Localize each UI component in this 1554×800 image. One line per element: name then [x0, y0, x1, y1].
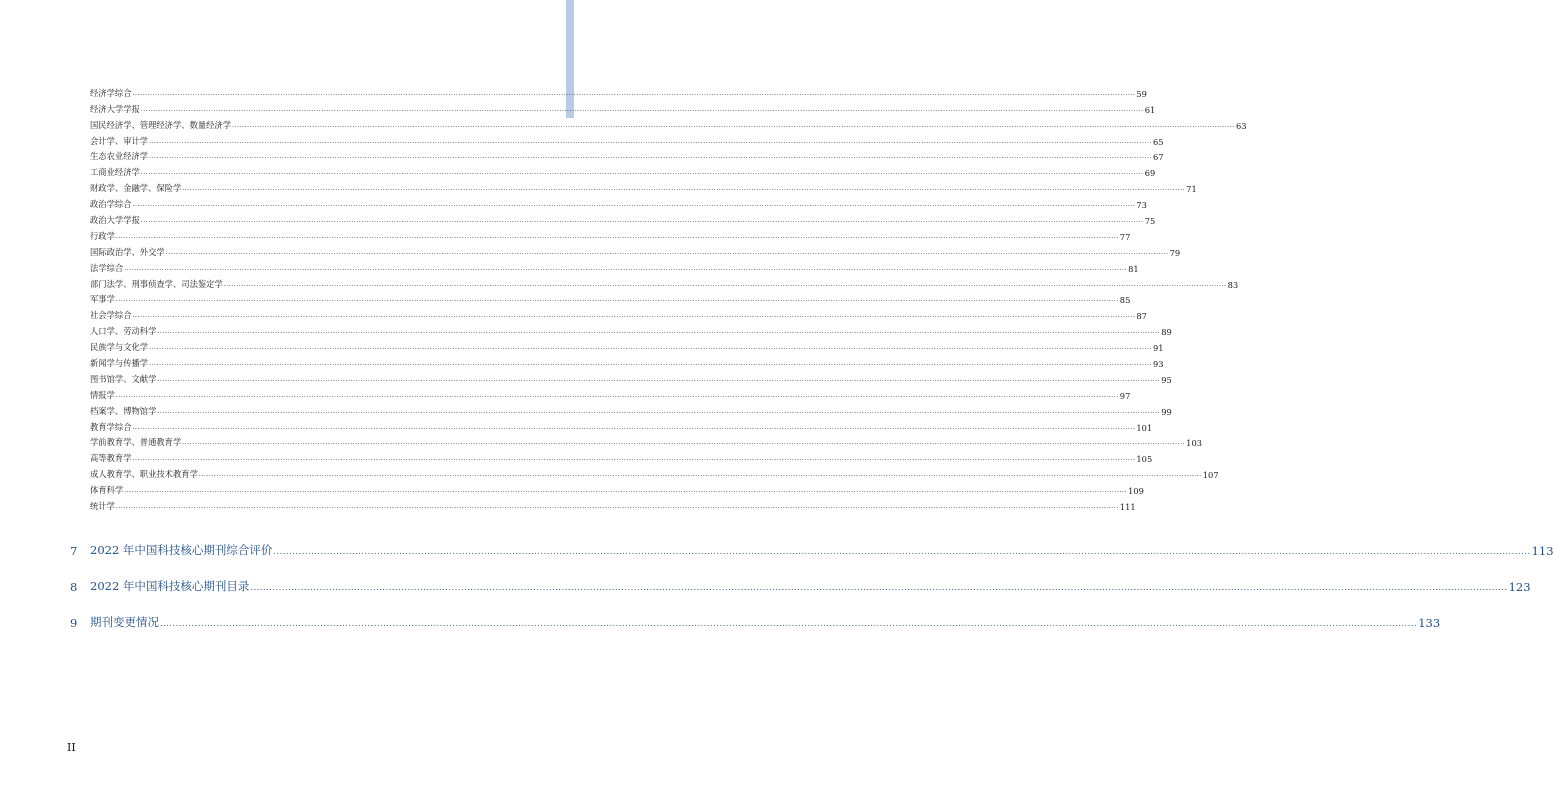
subsection-page-number: 79: [1169, 247, 1181, 258]
section-title: 期刊变更情况: [90, 615, 159, 629]
subsection-title: 工商业经济学: [90, 167, 140, 178]
subsection-title: 行政学: [90, 230, 115, 241]
section-title: 2022 年中国科技核心期刊综合评价: [90, 543, 273, 557]
dot-leader: ................................................................................................................................................................................................................................................................................................................................................................................................................: [182, 185, 1186, 193]
subsection-page-number: 67: [1152, 152, 1164, 163]
dot-leader: ................................................................................................................................................................................................................................................................................................................................................................................................................: [140, 217, 1144, 225]
subsection-entry[interactable]: [90, 353, 1164, 370]
section-entry[interactable]: [70, 558, 1531, 594]
dot-leader: ................................................................................................................................................................................................................................................................................................................................................................................................................: [149, 360, 1152, 368]
subsection-entry[interactable]: [90, 305, 1147, 322]
subsection-page-number: 91: [1152, 343, 1164, 354]
subsection-entry[interactable]: [90, 321, 1172, 338]
subsection-title: 国民经济学、管理经济学、数量经济学: [90, 119, 232, 130]
subsection-page-number: 103: [1186, 438, 1203, 449]
dot-leader: ................................................................................................................................................................................................................................................................................................................................................................................................................: [232, 121, 1235, 129]
dot-leader: ................................................................................................................................................................................................................................................................................................................................................................................................................: [132, 423, 1136, 431]
subsection-list: [90, 83, 1247, 513]
subsection-entry[interactable]: [90, 226, 1131, 242]
subsection-page-number: 105: [1136, 454, 1153, 465]
dot-leader: ................................................................................................................................................................................................................................................................................................................................................................................................................: [124, 487, 1128, 495]
section-page-number: 113: [1531, 544, 1554, 558]
subsection-page-number: 65: [1152, 136, 1164, 147]
subsection-page-number: 63: [1235, 120, 1247, 131]
dot-leader: ................................................................................................................................................................................................................................................................................................................................................................................................................: [115, 296, 1119, 304]
subsection-title: 社会学综合: [90, 310, 132, 321]
subsection-title: 经济学综合: [90, 87, 132, 98]
subsection-page-number: 101: [1136, 422, 1153, 433]
subsection-title: 新闻学与传播学: [90, 358, 149, 369]
dot-leader: ................................................................................................................................................................................................................................................................................................................................................................................................................: [223, 280, 1227, 288]
dot-leader: ................................................................................................................................................................................................................................................................................................................................................................................................................: [132, 312, 1136, 320]
subsection-title: 生态农业经济学: [90, 151, 149, 162]
subsection-entry[interactable]: [90, 115, 1247, 131]
subsection-title: 图书馆学、文献学: [90, 373, 157, 384]
dot-leader: ................................................................................................................................................................................................................................................................................................................................................................................................................: [157, 375, 1161, 383]
subsection-page-number: 99: [1161, 406, 1172, 417]
dot-leader: ................................................................................................................................................................................................................................................................................................................................................................................................................: [115, 232, 1119, 240]
subsection-entry[interactable]: [90, 147, 1164, 163]
section-number: 8: [70, 580, 78, 594]
subsection-entry[interactable]: [90, 242, 1181, 258]
subsection-page-number: 107: [1202, 470, 1219, 481]
dot-leader: ................................................................................................................................................................................................................................................................................................................................................................................................................: [124, 264, 1128, 272]
subsection-entry[interactable]: [90, 162, 1156, 179]
dot-leader: ................................................................................................................................................................................................................................................................................................................................................................................................................: [115, 391, 1119, 399]
subsection-entry[interactable]: [90, 178, 1197, 195]
dot-leader: ................................................................................................................................................................................................................................................................................................................................................................................................................: [198, 471, 1202, 479]
subsection-entry[interactable]: [90, 337, 1164, 354]
subsection-entry[interactable]: [90, 99, 1156, 115]
subsection-title: 经济大学学报: [90, 103, 140, 114]
subsection-page-number: 59: [1136, 88, 1147, 99]
subsection-title: 成人教育学、职业技术教育学: [90, 469, 198, 480]
subsection-page-number: 73: [1136, 200, 1147, 211]
subsection-title: 体育科学: [90, 485, 124, 496]
subsection-entry[interactable]: [90, 369, 1172, 385]
section-title: 2022 年中国科技核心期刊目录: [90, 579, 250, 593]
subsection-page-number: 83: [1227, 279, 1239, 290]
dot-leader: ................................................................................................................................................................................................................................................................................................................................................................................................................: [182, 439, 1186, 447]
dot-leader: ................................................................................................................................................................................................................................................................................................................................................................................................................: [149, 153, 1152, 161]
subsection-title: 档案学、博物馆学: [90, 405, 157, 416]
subsection-entry[interactable]: [90, 258, 1139, 274]
dot-leader: ................................................................................................................................................................................................................................................................................................................................................................................................................: [132, 201, 1136, 209]
page-number: II: [67, 741, 76, 754]
subsection-page-number: 71: [1186, 184, 1197, 195]
dot-leader: ................................................................................................................................................................................................................................................................................................................................................................................................................: [165, 248, 1169, 256]
subsection-page-number: 111: [1119, 502, 1136, 513]
subsection-entry[interactable]: [90, 401, 1172, 417]
subsection-entry[interactable]: [90, 496, 1136, 513]
dot-leader: ................................................................................................................................................................................................................................................................................................................................................................................................................: [132, 455, 1136, 463]
subsection-entry[interactable]: [90, 433, 1203, 449]
section-list: [70, 522, 1554, 630]
subsection-page-number: 81: [1128, 263, 1139, 274]
section-number: 9: [70, 616, 78, 630]
subsection-page-number: 85: [1119, 295, 1131, 306]
dot-leader: ................................................................................................................................................................................................................................................................................................................................................................................................................: [157, 407, 1161, 415]
section-page-number: 123: [1508, 580, 1531, 594]
subsection-title: 国际政治学、外交学: [90, 246, 165, 257]
subsection-page-number: 109: [1128, 486, 1144, 497]
edge-tab-marker: [566, 0, 574, 118]
dot-leader: ................................................................................................................................................................................................................................................................................................................................................................................................................: [273, 547, 1531, 556]
subsection-title: 财政学、金融学、保险学: [90, 183, 182, 194]
subsection-title: 政治学综合: [90, 199, 132, 210]
subsection-entry[interactable]: [90, 194, 1147, 211]
dot-leader: ................................................................................................................................................................................................................................................................................................................................................................................................................: [250, 583, 1508, 592]
subsection-title: 情报学: [90, 389, 115, 400]
subsection-title: 会计学、审计学: [90, 135, 149, 146]
dot-leader: ................................................................................................................................................................................................................................................................................................................................................................................................................: [160, 619, 1418, 628]
subsection-entry[interactable]: [90, 417, 1153, 433]
subsection-entry[interactable]: [90, 274, 1239, 290]
subsection-entry[interactable]: [90, 480, 1144, 497]
subsection-title: 学前教育学、普通教育学: [90, 437, 182, 448]
subsection-entry[interactable]: [90, 290, 1131, 306]
subsection-entry[interactable]: [90, 210, 1156, 227]
dot-leader: ................................................................................................................................................................................................................................................................................................................................................................................................................: [132, 89, 1136, 97]
subsection-title: 法学综合: [90, 262, 124, 273]
subsection-title: 部门法学、刑事侦查学、司法鉴定学: [90, 278, 223, 289]
section-page-number: 133: [1418, 616, 1441, 630]
subsection-title: 政治大学学报: [90, 215, 140, 226]
dot-leader: ................................................................................................................................................................................................................................................................................................................................................................................................................: [149, 344, 1152, 352]
subsection-entry[interactable]: [90, 464, 1219, 481]
dot-leader: ................................................................................................................................................................................................................................................................................................................................................................................................................: [115, 503, 1119, 511]
subsection-page-number: 97: [1119, 390, 1131, 401]
subsection-page-number: 89: [1161, 327, 1172, 338]
subsection-page-number: 77: [1119, 231, 1131, 242]
dot-leader: ................................................................................................................................................................................................................................................................................................................................................................................................................: [140, 169, 1144, 177]
section-number: 7: [70, 544, 78, 558]
subsection-title: 民族学与文化学: [90, 342, 149, 353]
subsection-title: 教育学综合: [90, 421, 132, 432]
dot-leader: ................................................................................................................................................................................................................................................................................................................................................................................................................: [140, 105, 1144, 113]
subsection-entry[interactable]: [90, 448, 1153, 465]
subsection-entry[interactable]: [90, 385, 1131, 401]
subsection-page-number: 69: [1144, 168, 1156, 179]
section-entry[interactable]: [70, 522, 1554, 558]
subsection-page-number: 61: [1144, 104, 1156, 115]
subsection-page-number: 93: [1152, 359, 1164, 370]
subsection-page-number: 87: [1136, 311, 1147, 322]
subsection-title: 军事学: [90, 294, 115, 305]
subsection-page-number: 95: [1161, 374, 1172, 385]
subsection-title: 高等教育学: [90, 453, 132, 464]
dot-leader: ................................................................................................................................................................................................................................................................................................................................................................................................................: [149, 137, 1152, 145]
subsection-page-number: 75: [1144, 216, 1156, 227]
subsection-title: 人口学、劳动科学: [90, 326, 157, 337]
subsection-entry[interactable]: [90, 131, 1164, 147]
subsection-entry[interactable]: [90, 83, 1147, 99]
dot-leader: ................................................................................................................................................................................................................................................................................................................................................................................................................: [157, 328, 1161, 336]
subsection-title: 统计学: [90, 501, 115, 512]
section-entry[interactable]: [70, 594, 1441, 630]
